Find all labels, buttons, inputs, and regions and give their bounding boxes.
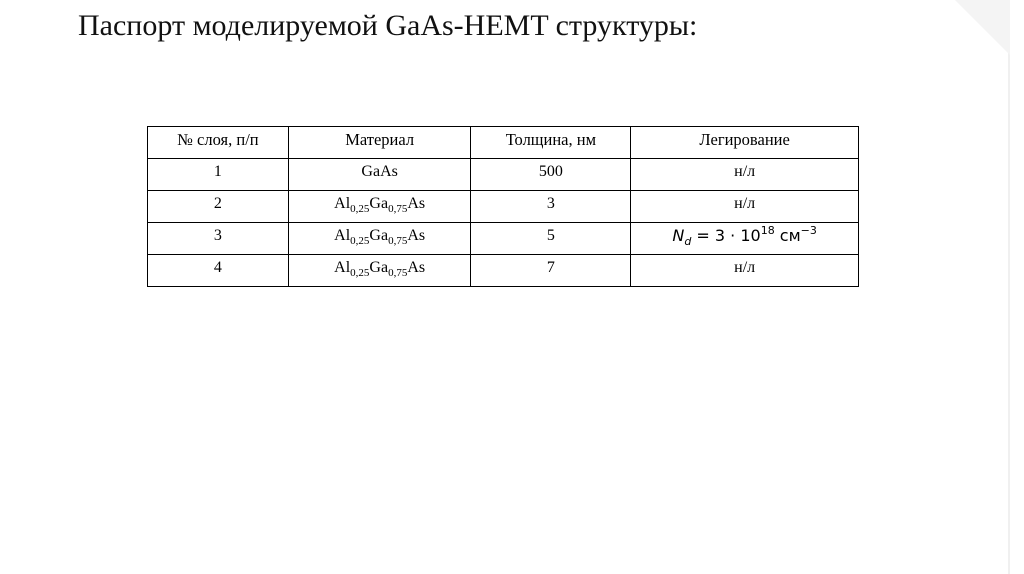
formula-subscript: d [684,235,692,248]
material-cell [288,223,471,255]
column-header-layer: № слоя, п/п [148,127,289,159]
material-cell [288,191,471,223]
formula-symbol: N [672,226,685,245]
material-element: Al [334,227,351,244]
structure-table [147,126,859,287]
material-element: Ga [369,195,389,212]
layer-number-cell: 1 [148,159,289,191]
doping-formula-cell [631,223,859,255]
material-element: As [407,227,426,244]
table-row [148,159,859,191]
material-cell [288,255,471,287]
thickness-cell: 3 [471,191,631,223]
formula-equals: = [696,226,710,245]
material-fraction: 0,75 [388,267,408,279]
thickness-cell: 5 [471,223,631,255]
column-header-doping: Легирование [631,127,859,159]
thickness-cell: 7 [471,255,631,287]
material-fraction: 0,25 [350,267,370,279]
doping-cell: н/л [631,191,859,223]
table-row [148,191,859,223]
formula-unit-exponent: −3 [800,224,817,237]
material-fraction: 0,75 [388,203,408,215]
table-header-row [148,127,859,159]
column-header-material: Материал [288,127,471,159]
layer-number-cell: 2 [148,191,289,223]
page-title: Паспорт моделируемой GaAs-HEMT структуры: [78,9,698,42]
slide-border-line [1008,0,1010,574]
doping-cell: н/л [631,255,859,287]
slide-corner-decoration [955,0,1010,55]
table-row [148,223,859,255]
material-element: Al [334,195,351,212]
doping-cell: н/л [631,159,859,191]
layer-number-cell: 4 [148,255,289,287]
column-header-thickness: Толщина, нм [471,127,631,159]
formula-unit: см [779,226,801,245]
material-element: As [407,259,426,276]
material-element: Al [334,259,351,276]
material-element: Ga [369,227,389,244]
layer-number-cell: 3 [148,223,289,255]
formula-value: 3 · 10 [714,226,761,245]
material-fraction: 0,25 [350,235,370,247]
table-row [148,255,859,287]
material-cell: GaAs [288,159,471,191]
formula-exponent: 18 [760,224,775,237]
material-fraction: 0,75 [388,235,408,247]
material-fraction: 0,25 [350,203,370,215]
material-element: Ga [369,259,389,276]
material-element: As [407,195,426,212]
thickness-cell: 500 [471,159,631,191]
